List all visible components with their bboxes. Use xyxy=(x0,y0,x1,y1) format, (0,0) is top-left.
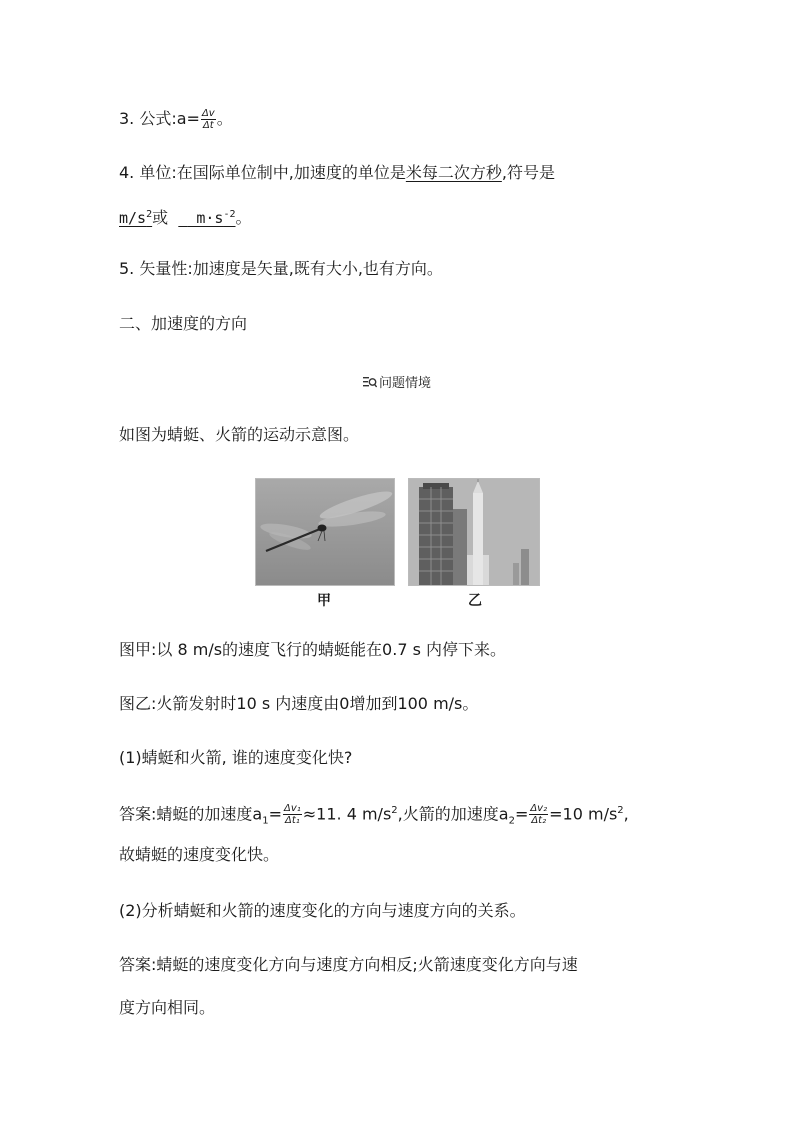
rocket-fraction: $\frac{\text{Δv₂}}{\text{Δt₂}}$ xyxy=(530,803,548,827)
dragonfly-image xyxy=(256,479,394,585)
fraction-numerator: Δv xyxy=(201,108,215,119)
fig2-line: 图乙:火箭发射时10 s 内速度由0增加到100 m/s。 xyxy=(119,694,479,713)
unit-symbol-2: $m\cdot s^{-2}$ xyxy=(187,209,236,227)
unit-text-2: ,符号是 xyxy=(501,163,555,182)
formula-line xyxy=(119,108,233,131)
unit-line xyxy=(119,163,555,183)
fraction-denominator: Δt xyxy=(202,120,214,131)
unit-symbol-line xyxy=(119,205,252,228)
situation-text: 问题情境 xyxy=(378,376,431,391)
unit-end: 。 xyxy=(235,208,252,227)
answer-2-line-2: 度方向相同。 xyxy=(119,998,216,1017)
unit-or: 或 xyxy=(152,208,169,227)
fig1-line: 图甲:以 8 m/s的速度飞行的蜻蜓能在0.7 s 内停下来。 xyxy=(119,640,507,659)
question-2: (2)分析蜻蜓和火箭的速度变化的方向与速度方向的关系。 xyxy=(119,901,526,920)
answer-1-continued: 故蜻蜓的速度变化快。 xyxy=(119,845,280,864)
question-1: (1)蜻蜓和火箭, 谁的速度变化快? xyxy=(119,748,353,767)
situation-icon xyxy=(363,376,377,388)
caption-left: 甲 xyxy=(317,593,331,609)
dragonfly-photo xyxy=(255,478,395,586)
unit-underlined: 米每二次方秒 xyxy=(405,163,502,182)
rocket-photo xyxy=(408,478,540,586)
formula-suffix: 。 xyxy=(216,109,233,128)
acceleration-fraction xyxy=(201,108,216,131)
unit-text-1: 4. 单位:在国际单位制中,加速度的单位是 xyxy=(119,163,406,182)
answer-2-line-1: 答案:蜻蜓的速度变化方向与速度方向相反;火箭速度变化方向与速 xyxy=(119,955,578,974)
answer-1: 答案:蜻蜓的加速度$a_1=$ $\frac{\text{Δv₁}}{\text{Δt₁}}$ ≈11. 4 $m/s^2$,火箭的加速度$a_2=$ $\frac{\text{Δv₂}}{\text{Δt₂}}$ =10 $m/s^2$, xyxy=(119,803,629,827)
intro-line: 如图为蜻蜓、火箭的运动示意图。 xyxy=(119,425,360,444)
dragonfly-fraction: $\frac{\text{Δv₁}}{\text{Δt₁}}$ xyxy=(283,803,301,827)
caption-right: 乙 xyxy=(468,593,482,609)
situation-label xyxy=(0,372,794,391)
formula-prefix: 3. 公式:a= xyxy=(119,109,200,128)
unit-symbol-1: $m/s^2$ xyxy=(119,209,153,227)
section-heading: 二、加速度的方向 xyxy=(119,314,248,333)
rocket-image xyxy=(409,479,539,585)
vector-line: 5. 矢量性:加速度是矢量,既有大小,也有方向。 xyxy=(119,259,443,278)
